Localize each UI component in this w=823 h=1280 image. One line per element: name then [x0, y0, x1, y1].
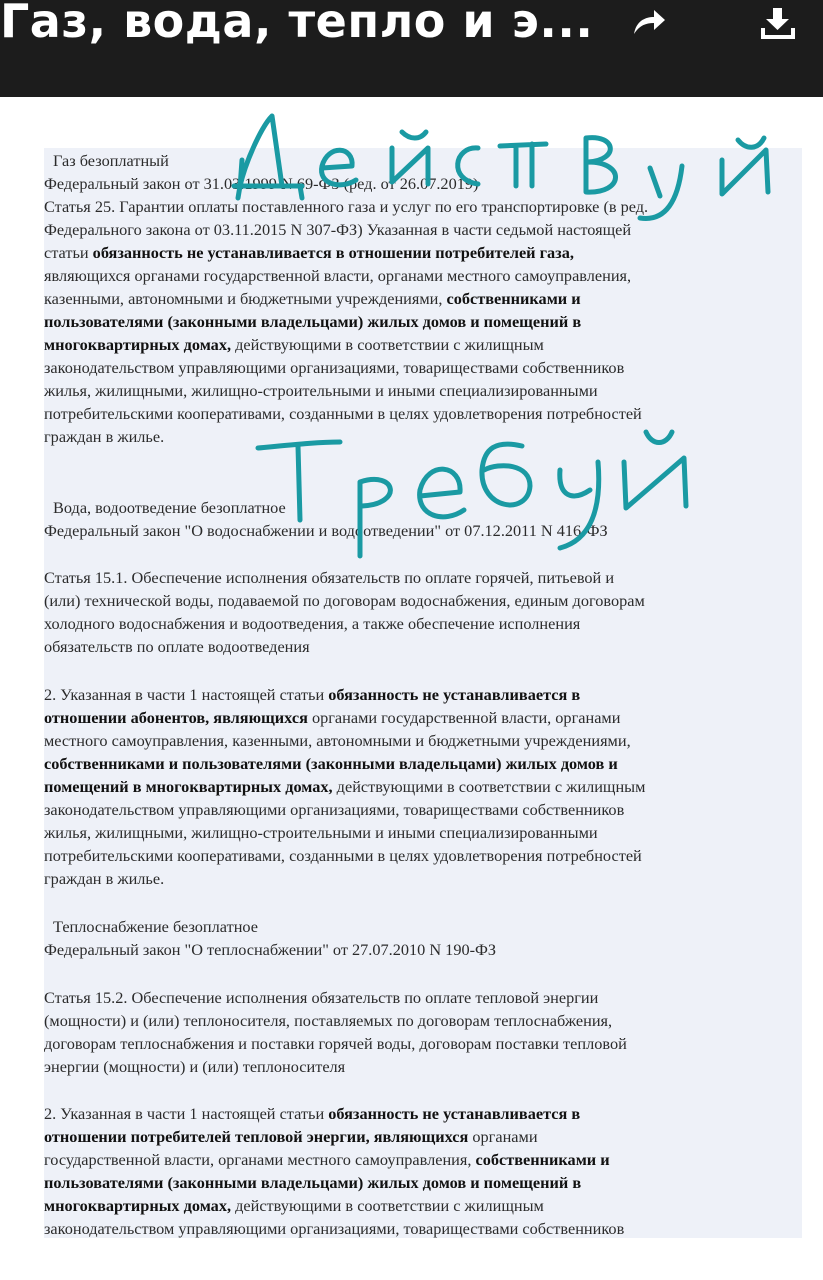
water-article-line: (или) технической воды, подаваемой по договорам водоснабжения, единым договорам — [44, 591, 645, 610]
gas-heading: Газ безоплатный — [53, 151, 169, 170]
share-icon[interactable] — [628, 6, 668, 40]
download-icon[interactable] — [758, 6, 798, 40]
heat-point-line: законодательством управляющими организациями, товариществами собственников — [44, 1219, 625, 1238]
gas-article-line: многоквартирных домах, действующими в соответствии с жилищным — [44, 335, 544, 354]
heat-point-line: государственной власти, органами местного самоуправления, собственниками и — [44, 1150, 610, 1169]
water-law-title: Федеральный закон "О водоснабжении и водоотведении" от 07.12.2011 N 416-ФЗ — [44, 521, 608, 540]
heat-law-title: Федеральный закон "О теплоснабжении" от 27.07.2010 N 190-ФЗ — [44, 940, 497, 959]
top-bar — [0, 0, 823, 97]
water-point-line: законодательством управляющими организациями, товариществами собственников — [44, 800, 625, 819]
gas-article-line: Статья 25. Гарантии оплаты поставленного газа и услуг по его транспортировке (в ред. — [44, 197, 649, 216]
gas-article-line: статьи обязанность не устанавливается в отношении потребителей газа, — [44, 243, 574, 262]
gas-article-line: являющихся органами государственной власти, органами местного самоуправления, — [44, 266, 632, 285]
gas-article-line: казенными, автономными и бюджетными учреждениями, собственниками и — [44, 289, 581, 308]
heat-article-line: Статья 15.2. Обеспечение исполнения обязательств по оплате тепловой энергии — [44, 988, 599, 1007]
heat-point-line: отношении потребителей тепловой энергии, являющихся органами — [44, 1127, 538, 1146]
water-point-line: 2. Указанная в части 1 настоящей статьи обязанность не устанавливается в — [44, 685, 581, 704]
gas-article-line: граждан в жилье. — [44, 427, 165, 446]
water-point-line: отношении абонентов, являющихся органами государственной власти, органами — [44, 708, 621, 727]
water-point-line: местного самоуправления, казенными, автономными и бюджетными учреждениями, — [44, 731, 631, 750]
heat-article-line: энергии (мощности) и (или) теплоносителя — [44, 1057, 346, 1076]
gas-article-line: пользователями (законными владельцами) жилых домов и помещений в — [44, 312, 582, 331]
water-article-line: Статья 15.1. Обеспечение исполнения обязательств по оплате горячей, питьевой и — [44, 568, 615, 587]
water-point-line: граждан в жилье. — [44, 869, 165, 888]
gas-article-line: законодательством управляющими организациями, товариществами собственников — [44, 358, 625, 377]
page-title: Газ, вода, тепло и э... — [0, 0, 594, 48]
document-scan — [44, 148, 802, 1238]
heat-point-line: пользователями (законными владельцами) жилых домов и помещений в — [44, 1173, 582, 1192]
gas-article-line: потребительскими кооперативами, созданными в целях удовлетворения потребностей — [44, 404, 642, 423]
heat-article-line: (мощности) и (или) теплоносителя, поставляемых по договорам теплоснабжения, — [44, 1011, 613, 1030]
water-point-line: собственниками и пользователями (законными владельцами) жилых домов и — [44, 754, 618, 773]
water-article-line: холодного водоснабжения и водоотведения, а также обеспечение исполнения — [44, 614, 581, 633]
heat-article-line: договорам теплоснабжения и поставки горячей воды, договорам поставки тепловой — [44, 1034, 627, 1053]
gas-article-line: Федерального закона от 03.11.2015 N 307-ФЗ) Указанная в части седьмой настоящей — [44, 220, 632, 239]
heat-point-line: 2. Указанная в части 1 настоящей статьи обязанность не устанавливается в — [44, 1104, 581, 1123]
gas-law-title: Федеральный закон от 31.03.1999 N 69-ФЗ (ред. от 26.07.2019) — [44, 174, 479, 193]
heat-heading: Теплоснабжение безоплатное — [53, 917, 258, 936]
water-point-line: помещений в многоквартирных домах, действующими в соответствии с жилищным — [44, 777, 646, 796]
gas-article-line: жилья, жилищными, жилищно-строительными и иными специализированными — [44, 381, 598, 400]
water-heading: Вода, водоотведение безоплатное — [53, 498, 286, 517]
water-point-line: потребительскими кооперативами, созданными в целях удовлетворения потребностей — [44, 846, 642, 865]
water-article-line: обязательств по оплате водоотведения — [44, 637, 310, 656]
heat-point-line: многоквартирных домах, действующими в соответствии с жилищным — [44, 1196, 544, 1215]
water-point-line: жилья, жилищными, жилищно-строительными и иными специализированными — [44, 823, 598, 842]
